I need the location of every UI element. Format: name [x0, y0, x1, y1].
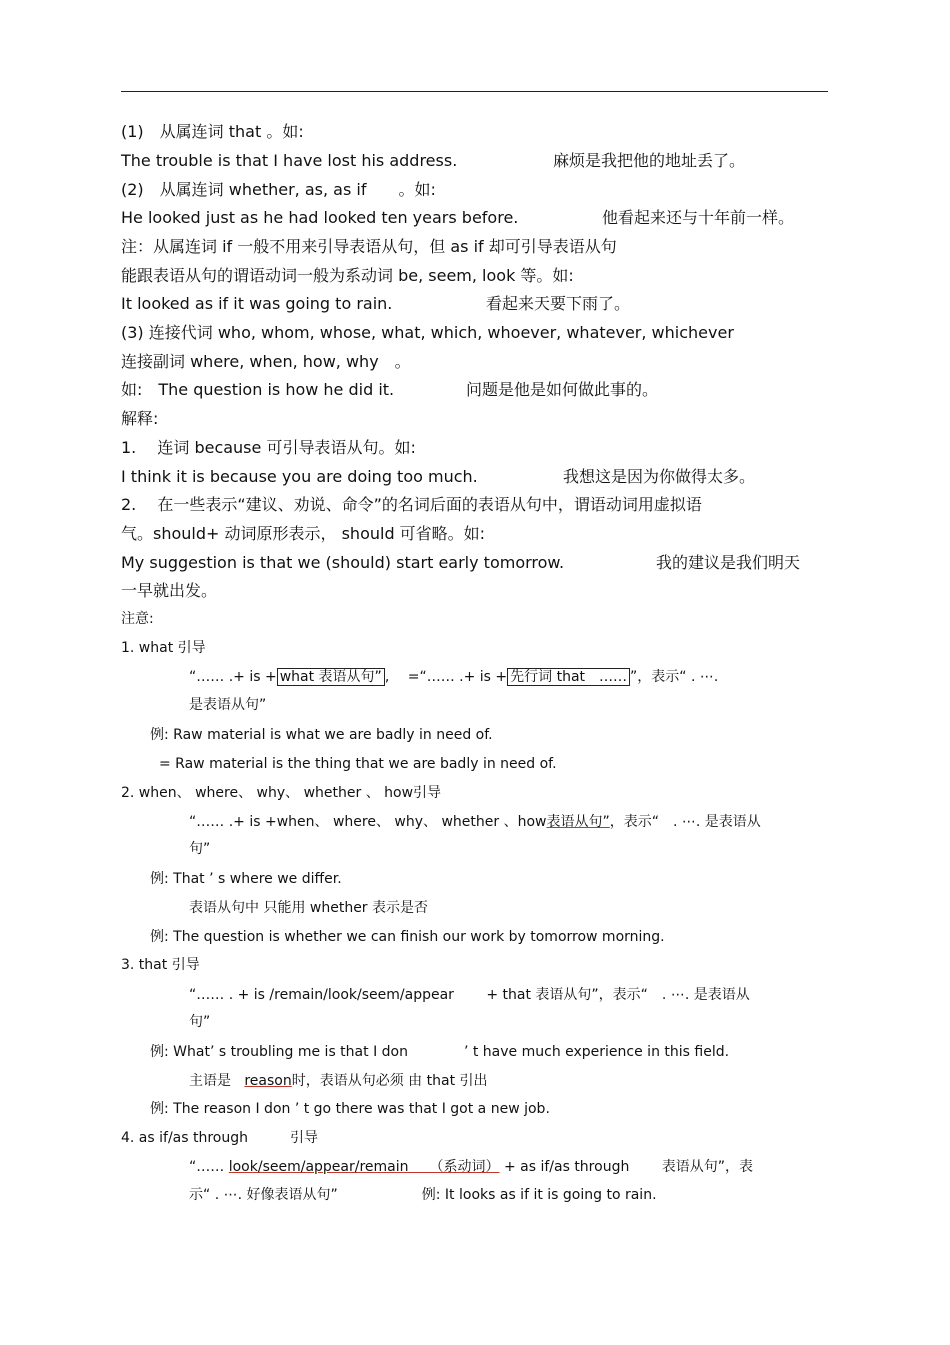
item-3-formula: “…… . + is /remain/look/seem/appear + that 表语从句”，表示“ . ⋯. 是表语从 — [189, 987, 750, 1003]
underlined-term: 表语从句” — [546, 814, 610, 830]
translation: 我的建议是我们明天 — [656, 553, 801, 572]
item-1-formula: “…… .+ is + what 表语从句” , =“…… .+ is + 先行词 that …… ”，表示“ . ⋯. — [189, 669, 719, 685]
example-sentence: It looked as if it was going to rain. — [121, 294, 393, 313]
note: 表语从句中 只能用 whether 表示是否 — [189, 900, 429, 916]
translation-cont: 一早就出发。 — [121, 581, 218, 600]
underlined-term: reason — [244, 1073, 292, 1089]
line-9: 连接副词 where, when, how, why 。 — [121, 352, 411, 371]
item-1-formula-cont: 是表语从句” — [189, 697, 267, 713]
explanation-2-cont: 气。should+ 动词原形表示， should 可省略。如: — [121, 524, 486, 543]
note-line: 能跟表语从句的谓语动词一般为系动词 be, seem, look 等。如: — [121, 266, 574, 285]
translation: 问题是他是如何做此事的。 — [466, 380, 659, 399]
example: 例: What’ s troubling me is that I don ’ t have much experience in this field. — [150, 1044, 730, 1060]
example-sentence: 如: The question is how he did it. — [121, 380, 395, 399]
section-heading: 解释: — [121, 409, 159, 428]
item-2-heading: 2. when、 where、 why、 whether 、 how引导 — [121, 785, 442, 801]
example: 例: That ’ s where we differ. — [150, 871, 342, 887]
item-3-heading: 3. that 引导 — [121, 957, 200, 973]
example: 例: Raw material is what we are badly in need of. — [150, 727, 493, 743]
translation: 他看起来还与十年前一样。 — [602, 208, 795, 227]
header-rule — [121, 91, 828, 92]
item-4-formula-cont: 示“ . ⋯. 好像表语从句” 例: It looks as if it is going to rain. — [189, 1187, 657, 1203]
example-sentence: The trouble is that I have lost his address. — [121, 151, 458, 170]
example: 例: The question is whether we can finish our work by tomorrow morning. — [150, 929, 665, 945]
explanation-2: 2. 在一些表示“建议、劝说、命令”的名词后面的表语从句中，谓语动词用虚拟语 — [121, 495, 702, 514]
example: = Raw material is the thing that we are badly in need of. — [159, 756, 557, 772]
item-1-heading: 1. what 引导 — [121, 640, 206, 656]
example-sentence: I think it is because you are doing too much. — [121, 467, 478, 486]
section-heading: 注意: — [121, 611, 154, 627]
item-2-formula: “…… .+ is +when、 where、 why、 whether 、how表语从句”，表示“ . ⋯. 是表语从 — [189, 814, 761, 830]
example: 例: The reason I don ’ t go there was that I got a new job. — [150, 1101, 550, 1117]
line-3: (2) 从属连词 whether, as, as if 。如: — [121, 180, 436, 199]
item-4-heading: 4. as if/as through 引导 — [121, 1130, 318, 1146]
underlined-term: look/seem/appear/remain （系动词） — [228, 1159, 500, 1175]
note: 主语是 reason时，表语从句必须 由 that 引出 — [189, 1073, 488, 1089]
formula-box: what 表语从句” — [277, 668, 385, 686]
line-8: (3) 连接代词 who, whom, whose, what, which, whoever, whatever, whichever — [121, 323, 734, 342]
item-4-formula: “…… look/seem/appear/remain （系动词） + as if/as through 表语从句”，表 — [189, 1159, 754, 1175]
formula-box: 先行词 that …… — [507, 668, 630, 686]
item-2-formula-cont: 句” — [189, 841, 211, 857]
translation: 我想这是因为你做得太多。 — [563, 467, 756, 486]
example-sentence: He looked just as he had looked ten years before. — [121, 208, 519, 227]
explanation-1: 1. 连词 because 可引导表语从句。如: — [121, 438, 416, 457]
example-sentence: My suggestion is that we (should) start early tomorrow. — [121, 553, 565, 572]
item-3-formula-cont: 句” — [189, 1014, 211, 1030]
translation: 麻烦是我把他的地址丢了。 — [553, 151, 746, 170]
translation: 看起来天要下雨了。 — [486, 294, 631, 313]
note-line: 注：从属连词 if 一般不用来引导表语从句，但 as if 却可引导表语从句 — [121, 237, 617, 256]
line-1: (1) 从属连词 that 。如: — [121, 122, 304, 141]
